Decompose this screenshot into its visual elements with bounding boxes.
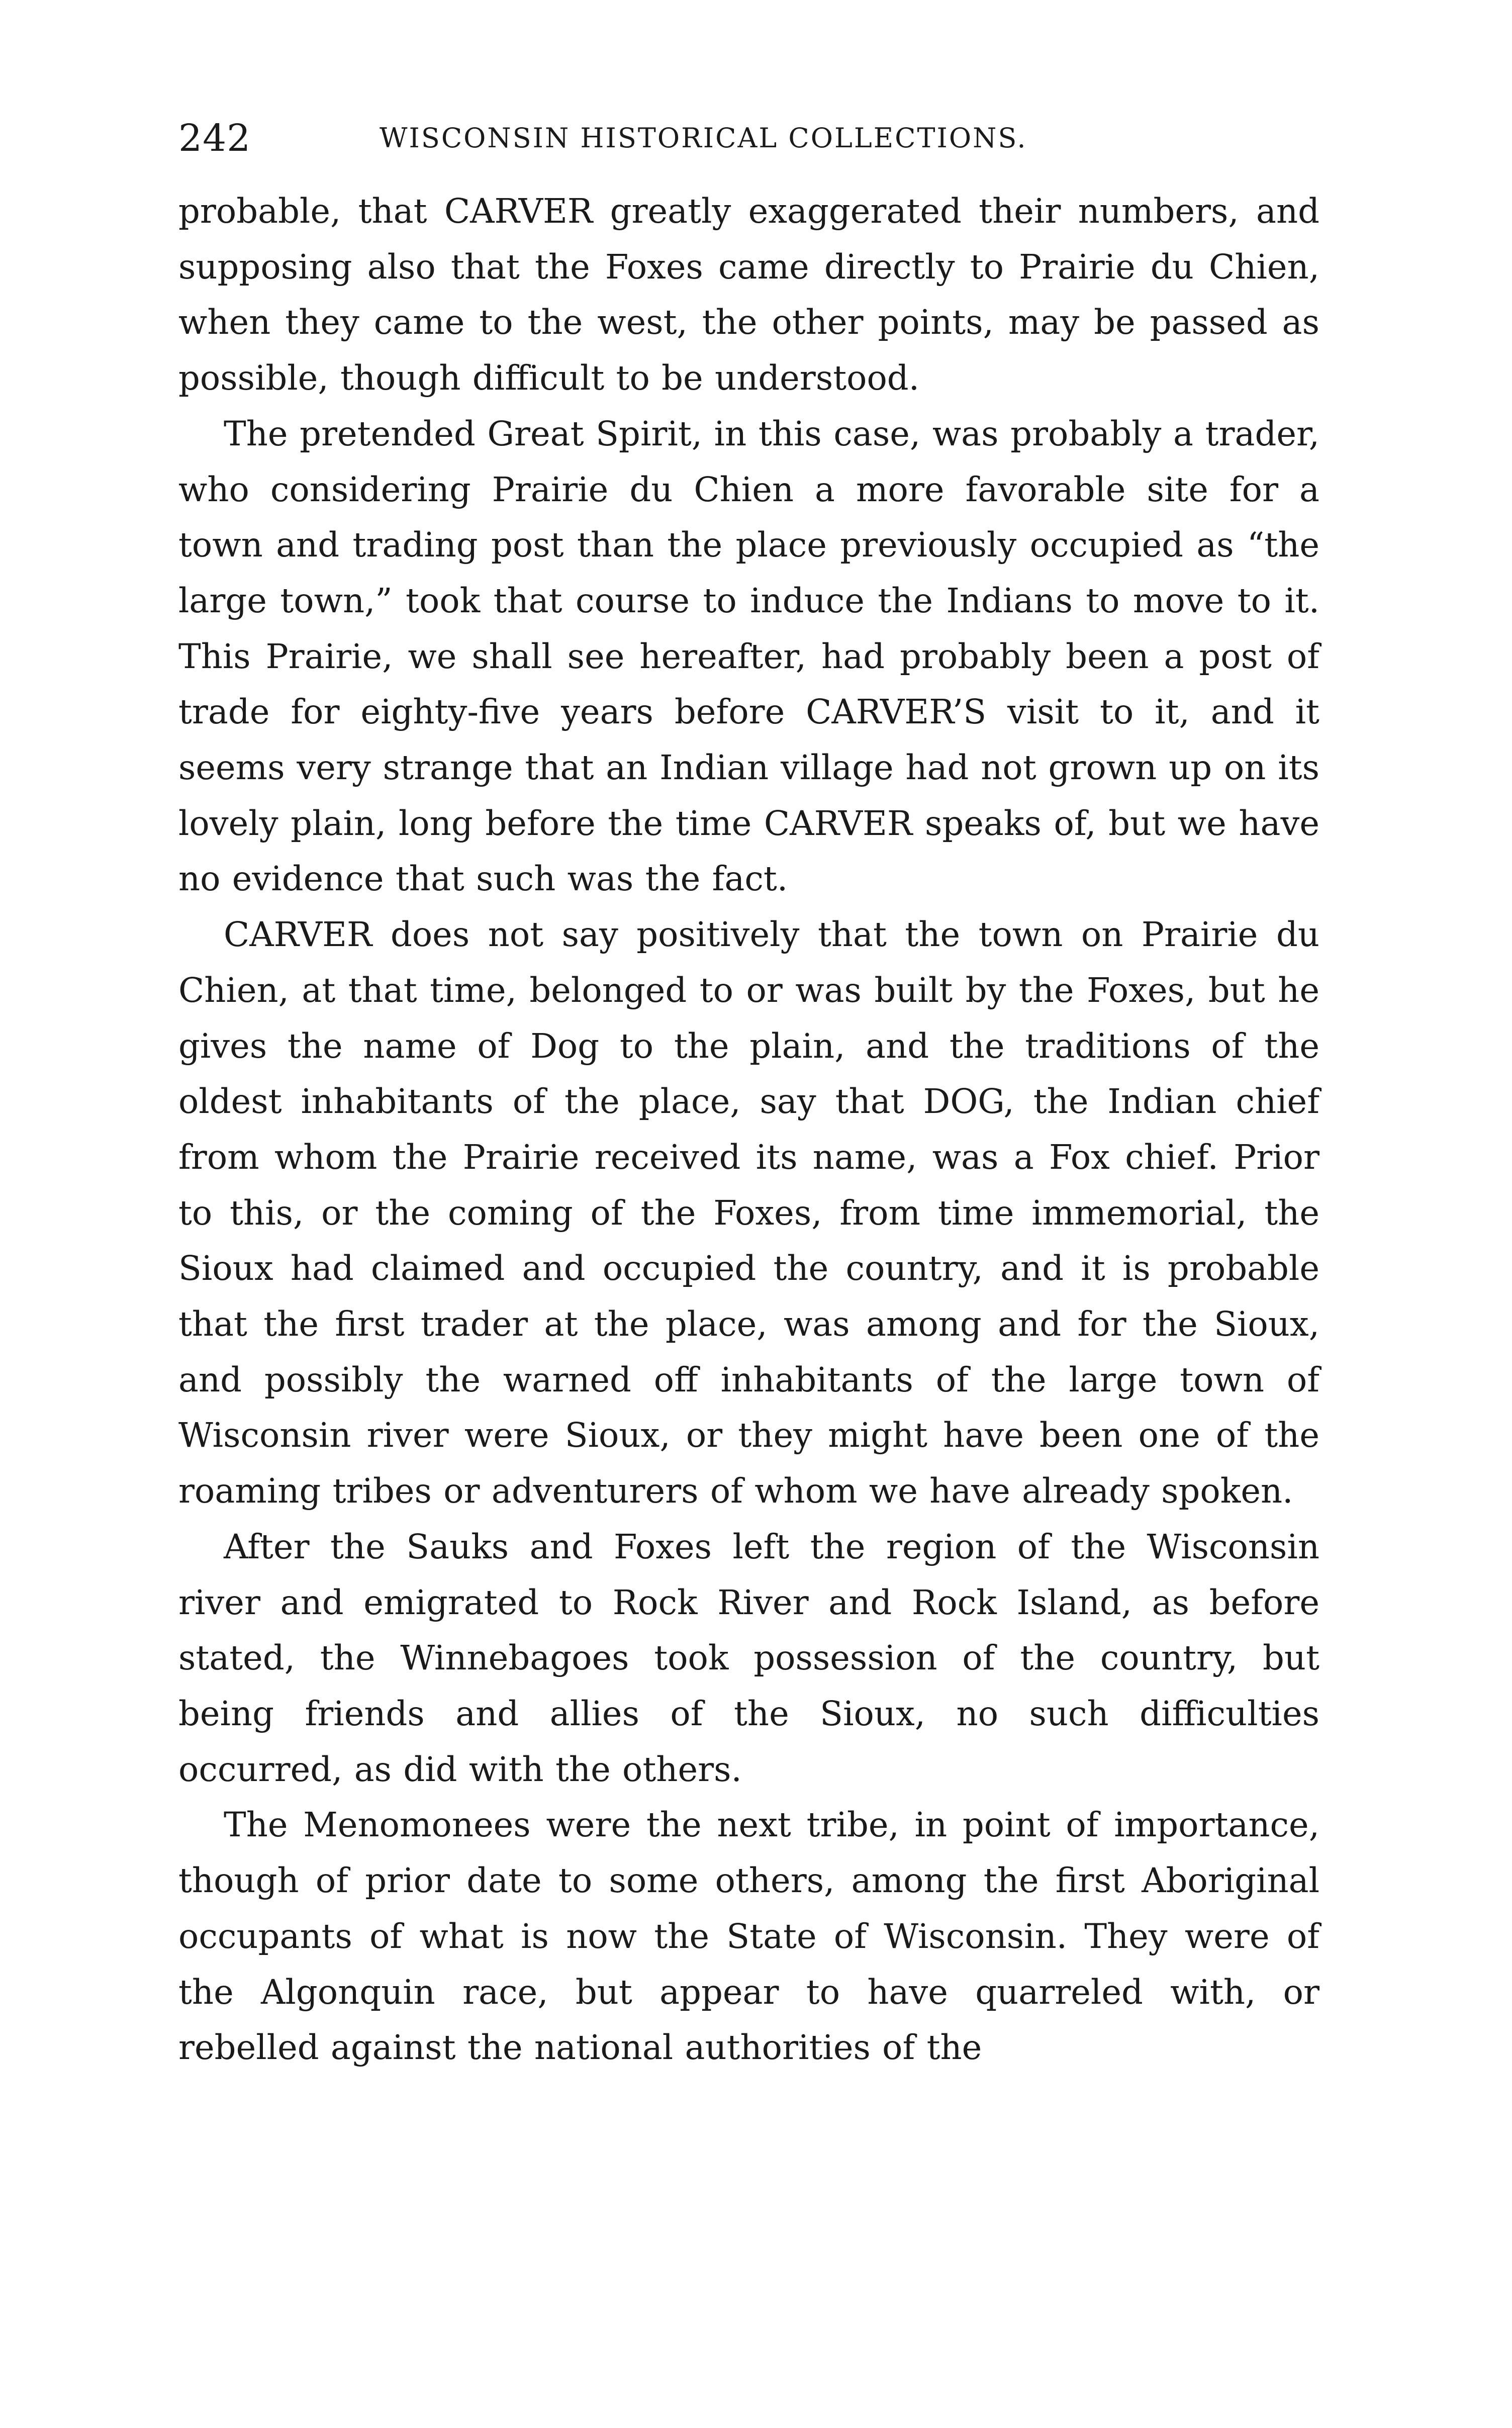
paragraph-great-spirit: The pretended Great Spirit, in this case, was probably a trader, who considering Prairie du Chien a more favorable site for a town and trading post than the place previously occupied as “the large town,” took that course to induce the Indians to move to it. This Prairie, we shall see hereafter, had probably been a post of trade for eighty-five years before CARVER’S visit to it, and it seems very strange that an Indian village had not grown up on its lovely plain, long before the time CARVER speaks of, but we have no evidence that such was the fact. bbox=[178, 414, 1319, 899]
running-head bbox=[178, 108, 1319, 168]
body-text bbox=[178, 183, 1319, 2076]
book-page bbox=[178, 108, 1319, 2076]
paragraph-carver-dog: CARVER does not say positively that the town on Prairie du Chien, at that time, belonged to or was built by the Foxes, but he gives the name of Dog to the plain, and the traditions of the oldest inhabitants of the place, say that DOG, the Indian chief from whom the Prairie received its name, was a Fox chief. Prior to this, or the coming of the Foxes, from time immemorial, the Sioux had claimed and occupied the country, and it is probable that the first trader at the place, was among and for the Sioux, and possibly the warned off inhabitants of the large town of Wisconsin river were Sioux, or they might have been one of the roaming tribes or adventurers of whom we have already spoken. bbox=[178, 915, 1319, 1511]
running-title: WISCONSIN HISTORICAL COLLECTIONS. bbox=[380, 122, 1027, 154]
page-number: 242 bbox=[178, 117, 251, 160]
paragraph-continued: probable, that CARVER greatly exaggerated their numbers, and supposing also that the Foxes came directly to Prairie du Chien, when they came to the west, the other points, may be passed as possible, though difficult to be understood. bbox=[178, 192, 1319, 398]
paragraph-sauks-foxes: After the Sauks and Foxes left the region of the Wisconsin river and emigrated to Rock River and Rock Island, as before stated, the Winnebagoes took possession of the country, but being friends and allies of the Sioux, no such difficulties occurred, as did with the others. bbox=[178, 1527, 1319, 1789]
paragraph-menomonees: The Menomonees were the next tribe, in point of importance, though of prior date to some others, among the first Aboriginal occupants of what is now the State of Wisconsin. They were of the Algonquin race, but appear to have quarreled with, or rebelled against the national authorities of the bbox=[178, 1805, 1319, 2068]
